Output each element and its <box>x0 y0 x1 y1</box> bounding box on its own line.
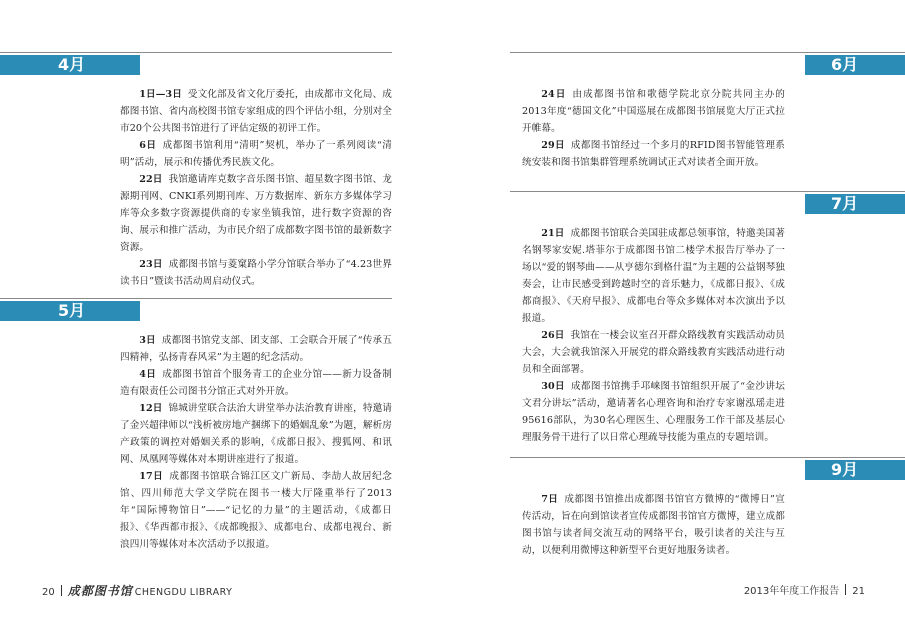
footer-separator <box>845 584 846 595</box>
list-item <box>120 332 392 366</box>
entry-text: 成都图书馆利用“清明”契机，举办了一系列阅读“清明”活动，展示和传播优秀民族文化。 <box>120 140 392 168</box>
entry-text: 受文化部及省文化厅委托，由成都市文化局、成都图书馆、省内高校图书馆专家组成的四个评估小组，分别对全市20个公共图书馆进行了评估定级的初评工作。 <box>120 89 392 134</box>
month-header <box>510 457 905 485</box>
entry-date: 7日 <box>541 494 559 505</box>
list-item <box>120 137 392 171</box>
divider-line <box>0 52 392 53</box>
entry-date: 26日 <box>541 330 565 341</box>
list-item <box>522 327 785 378</box>
entry-list <box>0 326 392 553</box>
divider-line <box>510 52 905 53</box>
page-footer-left <box>42 584 232 600</box>
entry-date: 17日 <box>139 471 164 482</box>
list-item <box>522 491 785 559</box>
entry-text: 成都图书馆党支部、团支部、工会联合开展了“传承五四精神，弘扬青春风采”为主题的纪念活动。 <box>120 335 392 363</box>
page-footer-right <box>744 584 865 599</box>
list-item <box>120 86 392 137</box>
entry-text: 由成都图书馆和歌德学院北京分院共同主办的2013年度“德国文化”中国巡展在成都图书馆展览大厅正式拉开帷幕。 <box>522 89 785 134</box>
month-header <box>0 298 392 326</box>
divider-line <box>0 298 392 299</box>
entry-date: 3日 <box>139 335 156 346</box>
report-title: 2013年年度工作报告 <box>743 586 840 597</box>
entry-date: 12日 <box>139 403 163 414</box>
entry-text: 成都图书馆联合锦江区文广新局、李劼人故居纪念馆、四川师范大学文学院在图书一楼大厅隆重举行了2013年“国际博物馆日”——“记忆的力量”的主题活动，《成都日报》、《华西都市报》、《成都晚报》、成都电台、成都电视台、新浪四川等媒体对本次活动予以报道。 <box>120 471 392 550</box>
entry-date: 1日—3日 <box>139 89 182 100</box>
divider-line <box>510 191 905 192</box>
month-label: 6月 <box>805 55 905 75</box>
entry-list <box>0 80 392 290</box>
list-item <box>522 86 785 137</box>
list-item <box>120 171 392 256</box>
entry-list <box>510 80 905 171</box>
entry-text: 成都图书馆携手邛崃图书馆组织开展了“金沙讲坛文君分讲坛”活动，邀请著名心理咨询和治疗专家谢泓瑶走进95616部队，为30名心理医生、心理服务工作干部及基层心理服务骨干进行了以日常心理疏导技能为重点的专题培训。 <box>522 381 785 443</box>
month-label: 4月 <box>0 55 140 75</box>
entry-text: 成都图书馆推出成都图书馆官方微博的“微博日”宣传活动，旨在向到馆读者宣传成都图书馆官方微博，建立成都图书馆与读者间交流互动的网络平台，吸引读者的关注与互动，以便利用微博这种新型平台更好地服务读者。 <box>522 494 785 556</box>
left-page <box>0 0 452 629</box>
library-logo-en-light: LIBRARY <box>189 587 233 598</box>
entry-date: 6日 <box>139 140 157 151</box>
entry-date: 29日 <box>541 140 565 151</box>
section-may <box>0 298 392 553</box>
month-label: 7月 <box>805 194 905 214</box>
entry-text: 成都图书馆首个服务青工的企业分馆——新力设备制造有限责任公司图书分馆正式对外开放。 <box>120 369 392 397</box>
page-number: 21 <box>852 586 865 597</box>
month-header <box>0 52 392 80</box>
entry-text: 锦城讲堂联合法治大讲堂举办法治教育讲座，特邀请了金兴超律师以“浅析被房地产捆绑下的婚姻乱象”为题，解析房产政策的调控对婚姻关系的影响，《成都日报》、搜狐网、和讯网、凤凰网等媒体对本期讲座进行了报道。 <box>120 403 392 465</box>
list-item <box>522 378 785 446</box>
entry-date: 21日 <box>541 228 565 239</box>
entry-text: 我馆邀请库克数字音乐图书馆、超星数字图书馆、龙源期刊网、CNKI系列期刊库、万方数据库、新东方多媒体学习库等众多数字资源提供商的专家坐镇我馆，进行数字资源的咨询、展示和推广活动，为市民介绍了成都数字图书馆的最新数字资源。 <box>120 174 392 253</box>
entry-list <box>510 219 905 446</box>
entry-date: 23日 <box>139 259 163 270</box>
month-header <box>510 191 905 219</box>
section-july <box>510 191 905 446</box>
entry-list <box>510 485 905 559</box>
list-item <box>120 256 392 290</box>
list-item <box>120 366 392 400</box>
list-item <box>120 468 392 553</box>
library-logo: 成都图书馆 <box>67 584 133 598</box>
library-logo-en: CHENGDU <box>134 587 187 598</box>
entry-date: 24日 <box>541 89 567 100</box>
month-label: 5月 <box>0 301 140 321</box>
list-item <box>522 137 785 171</box>
page-number: 20 <box>42 587 55 598</box>
section-september <box>510 457 905 559</box>
entry-text: 成都图书馆与菱窠路小学分馆联合举办了“4.23世界读书日”暨读书活动周启动仪式。 <box>120 259 392 287</box>
entry-text: 成都图书馆经过一个多月的RFID图书智能管理系统安装和图书馆集群管理系统调试正式对读者全面开放。 <box>522 140 785 168</box>
divider-line <box>510 457 905 458</box>
month-label: 9月 <box>805 460 905 480</box>
entry-date: 22日 <box>139 174 163 185</box>
footer-separator <box>61 585 62 596</box>
entry-date: 4日 <box>139 369 157 380</box>
entry-text: 我馆在一楼会议室召开群众路线教育实践活动动员大会，大会就我馆深入开展党的群众路线教育实践活动进行动员和全面部署。 <box>522 330 785 375</box>
month-header <box>510 52 905 80</box>
list-item <box>120 400 392 468</box>
section-june <box>510 52 905 171</box>
list-item <box>522 225 785 327</box>
right-page <box>452 0 905 629</box>
section-april <box>0 52 392 290</box>
entry-text: 成都图书馆联合美国驻成都总领事馆，特邀美国著名钢琴家安妮.塔菲尔于成都图书馆二楼学术报告厅举办了一场以“爱的钢琴曲——从亨德尔到格什温”为主题的公益钢琴独奏会，让市民感受到跨越时空的音乐魅力，《成都日报》、《成都商报》、《天府早报》、成都电台等众多媒体对本次演出予以报道。 <box>522 228 785 324</box>
entry-date: 30日 <box>541 381 565 392</box>
